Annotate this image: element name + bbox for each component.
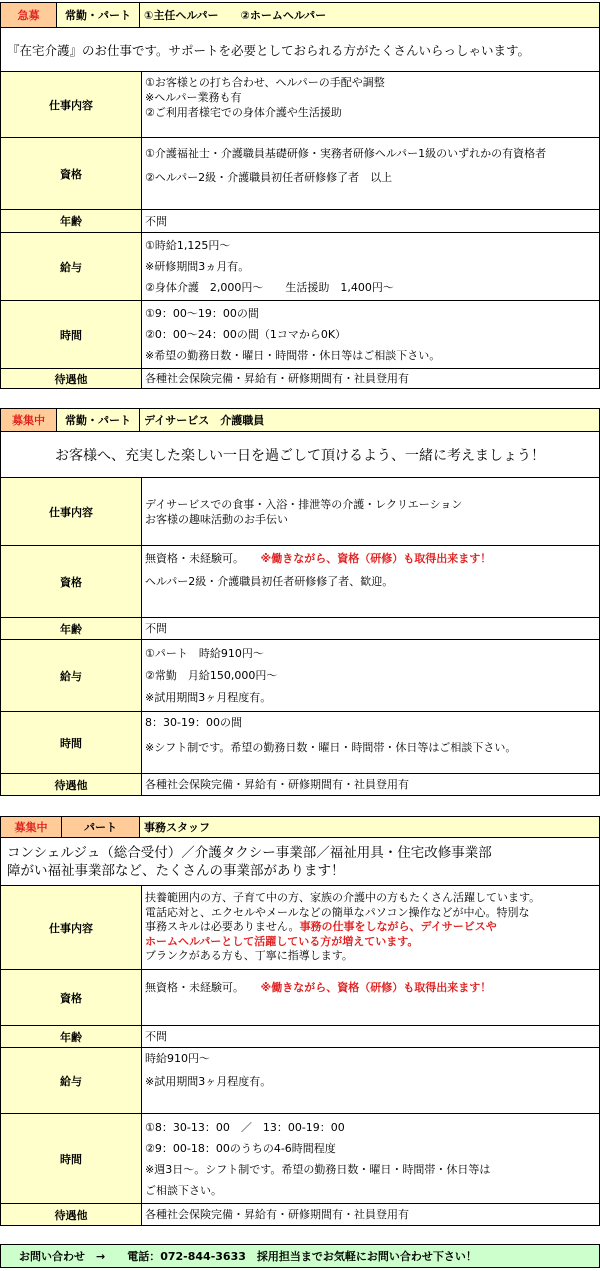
hours-label: 時間 xyxy=(1,1114,142,1203)
duties-value xyxy=(142,886,599,969)
job-intro xyxy=(1,837,599,885)
salary-label: 給与 xyxy=(1,640,142,711)
text-line: 時給910円～ xyxy=(145,1052,210,1065)
benefits-row xyxy=(1,773,599,795)
text-line: 扶養範囲内の方、子育て中の方、家族の介護中の方もたくさん活躍しています。 xyxy=(145,891,541,905)
text-line: ②常勤 月給150,000円～ xyxy=(145,668,278,682)
age-row xyxy=(1,617,599,639)
text-line: ①介護福祉士・介護職員基礎研修・実務者研修ヘルパー1級のいずれかの有資格者 xyxy=(145,147,547,160)
highlight-note: ※働きながら、資格（研修）も取得出来ます！ xyxy=(260,981,492,994)
text-line: ※ヘルパー業務も有 xyxy=(145,91,242,104)
age-label: 年齢 xyxy=(1,618,142,639)
job-intro: 『在宅介護』のお仕事です。サポートを必要としておられる方がたくさんいらっしゃいます。 xyxy=(1,27,599,71)
age-label: 年齢 xyxy=(1,1026,142,1047)
text-line: 無資格・未経験可。 xyxy=(145,981,239,994)
benefits-value: 各種社会保険完備・昇給有・研修期間有・社員登用有 xyxy=(145,778,409,791)
text-line: ②0：00～24：00の間（1コマから0K） xyxy=(145,328,347,341)
benefits-value: 各種社会保険完備・昇給有・研修期間有・社員登用有 xyxy=(145,372,409,385)
salary-row xyxy=(1,232,599,300)
text-line: ②ヘルパー2級・介護職員初任者研修修了者 以上 xyxy=(145,171,393,184)
text-line: ヘルパー2級・介護職員初任者研修修了者、歓迎。 xyxy=(145,575,394,588)
duties-label: 仕事内容 xyxy=(1,478,142,545)
age-value: 不問 xyxy=(145,622,167,635)
duties-value xyxy=(142,478,599,545)
hours-value xyxy=(142,301,599,368)
job-listing-home-helper xyxy=(0,2,600,389)
qualification-value xyxy=(142,138,599,209)
hours-row xyxy=(1,1113,599,1203)
salary-label: 給与 xyxy=(1,1048,142,1113)
highlight-note: ※働きながら、資格（研修）も取得出来ます！ xyxy=(260,552,492,565)
text-line: ブランクがある方も、丁寧に指導します。 xyxy=(145,949,353,963)
status-badge: 募集中 xyxy=(1,409,57,431)
text-line: 電話応対と、エクセルやメールなどの簡単なパソコン操作などが中心。特別な xyxy=(145,905,530,919)
job-header xyxy=(1,409,599,431)
age-value: 不問 xyxy=(145,1030,167,1043)
text-line: コンシェルジュ（総合受付）／介護タクシー事業部／福祉用具・住宅改修事業部 xyxy=(7,844,492,861)
hours-label: 時間 xyxy=(1,301,142,368)
qualification-label: 資格 xyxy=(1,970,142,1025)
hours-value xyxy=(142,712,599,773)
salary-value xyxy=(142,640,599,711)
text-line: ※希望の勤務日数・曜日・時間帯・休日等はご相談下さい。 xyxy=(145,349,441,362)
salary-row xyxy=(1,639,599,711)
text-line: ①お客様との打ち合わせ、ヘルパーの手配や調整 xyxy=(145,76,385,89)
job-intro: お客様へ、充実した楽しい一日を過ごして頂けるよう、一緒に考えましょう！ xyxy=(1,431,599,477)
status-badge: 募集中 xyxy=(1,817,62,837)
text-line: お客様の趣味活動のお手伝い xyxy=(145,512,288,526)
age-row xyxy=(1,1025,599,1047)
job-listing-day-service xyxy=(0,408,600,796)
job-header xyxy=(1,817,599,837)
age-label: 年齢 xyxy=(1,210,142,232)
highlight-note: 事務の仕事をしながら、デイサービスや xyxy=(299,920,497,934)
text-line: 障がい福祉事業部など、たくさんの事業部があります！ xyxy=(7,862,345,879)
employment-type: パート xyxy=(62,817,140,837)
benefits-value: 各種社会保険完備・昇給有・研修期間有・社員登用有 xyxy=(145,1208,409,1221)
text-line: 事務スキルは必要ありません。 xyxy=(145,920,300,934)
text-line: 8：30-19：00の間 xyxy=(145,716,242,729)
text-line: 無資格・未経験可。 xyxy=(145,552,239,565)
qualification-row xyxy=(1,969,599,1025)
salary-value xyxy=(142,233,599,300)
position-title: ①主任ヘルパー ②ホームヘルパー xyxy=(140,3,599,27)
duties-label: 仕事内容 xyxy=(1,886,142,969)
age-row xyxy=(1,209,599,232)
benefits-row xyxy=(1,1203,599,1225)
text-line: ①8：30-13：00 ／ 13：00-19：00 xyxy=(145,1120,345,1134)
job-header xyxy=(1,3,599,27)
benefits-label: 待遇他 xyxy=(1,369,142,388)
qualification-label: 資格 xyxy=(1,546,142,617)
hours-value xyxy=(142,1114,599,1203)
text-line: ※試用期間3ヶ月程度有。 xyxy=(145,690,272,704)
text-line: ※週3日～。シフト制です。希望の勤務日数・曜日・時間帯・休日等は xyxy=(145,1162,491,1176)
age-value: 不問 xyxy=(145,214,167,228)
salary-row xyxy=(1,1047,599,1113)
contact-phone[interactable]: 電話：072-844-3633 採用担当までお気軽にお問い合わせ下さい！ xyxy=(127,1250,477,1263)
position-title: 事務スタッフ xyxy=(140,817,599,837)
status-badge: 急募 xyxy=(1,3,57,27)
salary-label: 給与 xyxy=(1,233,142,300)
text-line: ご相談下さい。 xyxy=(145,1183,222,1197)
salary-value xyxy=(142,1048,599,1113)
text-line: ①時給1,125円～ xyxy=(145,239,231,252)
hours-row xyxy=(1,711,599,773)
duties-value xyxy=(142,72,599,137)
employment-type: 常勤・パート xyxy=(57,409,140,431)
qualification-value xyxy=(142,546,599,617)
contact-label: お問い合わせ → xyxy=(19,1250,106,1263)
text-line: ②身体介護 2,000円～ 生活援助 1,400円～ xyxy=(145,281,394,294)
position-title: デイサービス 介護職員 xyxy=(140,409,599,431)
job-listing-office-staff xyxy=(0,816,600,1226)
duties-row xyxy=(1,477,599,545)
qualification-row xyxy=(1,137,599,209)
text-line: ①9：00～19：00の間 xyxy=(145,307,259,320)
text-line: デイサービスでの食事・入浴・排泄等の介護・レクリエーション xyxy=(145,497,463,511)
text-line: ②ご利用者様宅での身体介護や生活援助 xyxy=(145,106,342,119)
duties-label: 仕事内容 xyxy=(1,72,142,137)
hours-label: 時間 xyxy=(1,712,142,773)
qualification-row xyxy=(1,545,599,617)
duties-row xyxy=(1,71,599,137)
hours-row xyxy=(1,300,599,368)
qualification-value xyxy=(142,970,599,1025)
text-line: ※試用期間3ヶ月程度有。 xyxy=(145,1075,272,1088)
duties-row xyxy=(1,885,599,969)
text-line: ※研修期間3ヵ月有。 xyxy=(145,260,250,273)
text-line: ①パート 時給910円～ xyxy=(145,646,264,660)
text-line: ※シフト制です。希望の勤務日数・曜日・時間帯・休日等はご相談下さい。 xyxy=(145,741,517,754)
benefits-label: 待遇他 xyxy=(1,1204,142,1225)
employment-type: 常勤・パート xyxy=(57,3,140,27)
benefits-label: 待遇他 xyxy=(1,774,142,795)
highlight-note: ホームヘルパーとして活躍している方が増えています。 xyxy=(145,934,419,948)
benefits-row xyxy=(1,368,599,388)
qualification-label: 資格 xyxy=(1,138,142,209)
text-line: ②9：00-18：00のうちの4-6時間程度 xyxy=(145,1141,336,1155)
contact-banner xyxy=(0,1244,600,1268)
